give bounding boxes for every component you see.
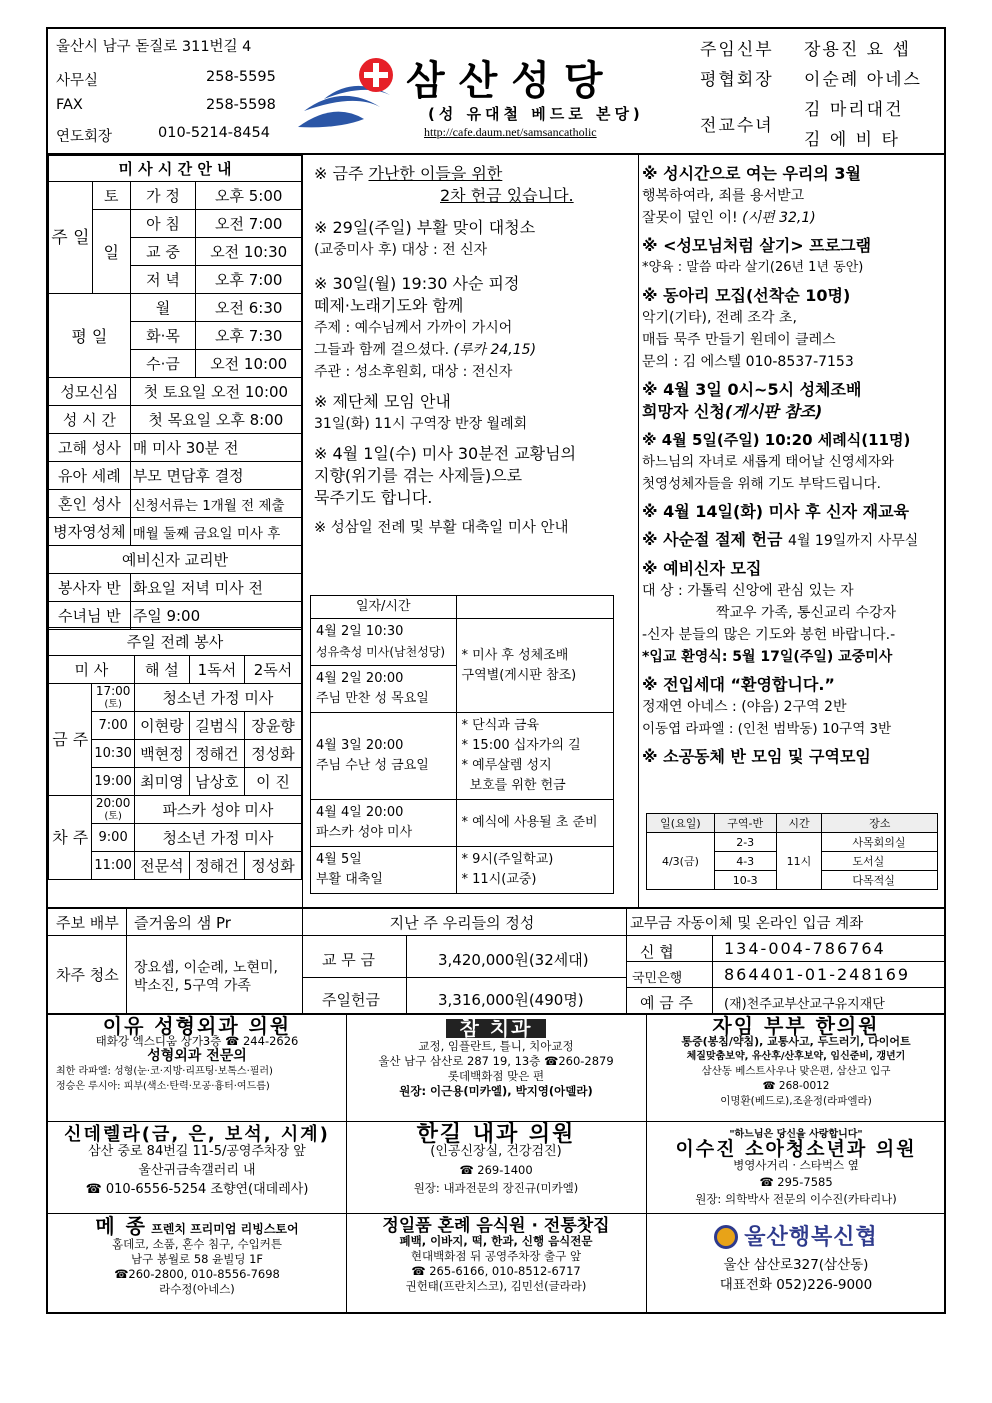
news-r3: ※ 동아리 모집(선착순 10명): [642, 286, 851, 305]
staff-role-1: 주임신부: [700, 40, 774, 60]
sun-day: 일: [92, 210, 130, 294]
news-r5b: 하느님의 자녀로 새롭게 태어날 신영세자와: [642, 454, 894, 470]
meet-header: 구역-반: [714, 814, 776, 833]
news-r4c: (게시판 참조): [724, 402, 823, 421]
ad-line: 정승은 루시아: 피부(색소·탄력·모공·흉터·여드름): [56, 1081, 270, 1092]
liturgy-b: 정해건: [189, 852, 244, 880]
ad-line: 원장: 의학박사 전문의 이수진(카타리나): [695, 1192, 897, 1206]
sched-info: * 예루살렘 성지: [461, 758, 552, 773]
ad-internal-clinic: [348, 1122, 644, 1197]
staff-name-2: 이순례 아네스: [804, 70, 922, 90]
sunday-mass-name: 저 녁: [130, 266, 196, 294]
mass-table-title: 미 사 시 간 안 내: [49, 156, 302, 182]
sat-day: 토: [92, 182, 130, 210]
fax-phone: 258-5598: [206, 97, 276, 113]
sched-name: 성유축성 미사(남천성당): [316, 645, 446, 659]
ad-jewelry: [50, 1124, 344, 1199]
ad-line: 울산 삼산로327(삼산동): [723, 1257, 869, 1273]
ad-line: 현대백화점 뒤 공영주차장 출구 앞: [410, 1249, 582, 1263]
ads-line: [48, 1213, 946, 1214]
ad-oriental-clinic: [648, 1014, 944, 1109]
news-r2b: *양육 : 말씀 따라 살기(26년 1년 동안): [642, 260, 864, 275]
credit-union-logo-icon: [714, 1225, 738, 1249]
parish-logo-icon: [294, 49, 404, 139]
sched-info: * 단식과 금육: [461, 718, 540, 733]
news-r10: ※ 소공동체 반 모임 및 구역모임: [642, 747, 871, 766]
finance-line: [302, 935, 626, 936]
sched-name: 주님 수난 성 금요일: [316, 758, 429, 773]
sunday-mass-time: 오전 10:30: [196, 238, 302, 266]
bulletin-label: 주보 배부: [56, 914, 119, 932]
finance-line: [626, 961, 946, 962]
clean-label: 차주 청소: [56, 966, 119, 984]
liturgy-time-sub: (토): [104, 810, 122, 822]
ad-line: 울산귀금속갤러리 내: [138, 1163, 256, 1178]
meet-zone: 10-3: [714, 871, 776, 890]
news-5c: 묵주기도 합니다.: [314, 488, 433, 507]
ad-title: 이수진 소아청소년과 의원: [675, 1138, 917, 1160]
catechumen-value: 주일 9:00: [130, 602, 301, 630]
offering-title: 지난 주 우리들의 정성: [389, 914, 535, 932]
news-r3c: 매듭 묵주 만들기 원데이 클레스: [642, 332, 836, 348]
ad-line: 울산 남구 삼산로 287 19, 13층 ☎260-2879: [378, 1054, 614, 1068]
weekday-mass-time: 오전 10:00: [196, 350, 302, 378]
news-4b: 31일(화) 11시 구역장 반장 월례회: [314, 416, 528, 432]
news-r5: ※ 4월 5일(주일) 10:20 세례식(11명): [642, 431, 911, 449]
bulletin-value: 즐거움의 샘 Pr: [134, 914, 231, 932]
news-r7: ※ 사순절 절제 헌금: [642, 530, 789, 549]
bulletin-page: [46, 27, 946, 1314]
next-week-label: 차 주: [49, 796, 92, 880]
finance-line: [406, 935, 407, 1013]
parish-subtitle: (성 유대철 베드로 본당): [428, 105, 644, 123]
ad-line: 남구 봉월로 58 윤빌딩 1F: [130, 1252, 264, 1266]
news-r6: ※ 4월 14일(화) 미사 후 신자 재교육: [642, 502, 910, 521]
ad-line: 원장: 이근용(미카엘), 박지영(아델라): [399, 1084, 593, 1098]
finance-line: [712, 935, 713, 1013]
sunday-label: 주 일: [49, 182, 93, 294]
news-1b: 가난한 이들을 위한: [368, 164, 503, 183]
liturgy-header: 해 설: [134, 656, 189, 684]
ads-line: [646, 1013, 647, 1314]
staff-name-3: 김 마리대건: [804, 100, 904, 120]
ad-line: 통증(봉침/약침), 교통사고, 두드러기, 다이어트: [681, 1035, 911, 1048]
clean-value-1: 장요셉, 이순례, 노현미,: [134, 960, 278, 976]
sched-info: * 11시(교중): [461, 872, 537, 887]
ad-line: ☎ 269-1400: [459, 1163, 533, 1177]
sched-info: 보호를 위한 헌금: [469, 778, 566, 793]
liturgy-b: 길범식: [189, 712, 244, 740]
news-r7b: 4월 19일까지 사무실: [788, 533, 919, 549]
sched-date: 4월 3일 20:00: [316, 738, 404, 753]
ad-line: 삼산 중로 84번길 11-5/공영주차장 앞: [88, 1144, 306, 1159]
liturgy-merged: 청소년 가정 미사: [134, 684, 301, 712]
weekday-mass-day: 화·목: [130, 322, 196, 350]
misc-value: 첫 토요일 오전 10:00: [130, 378, 301, 406]
office-label: 사무실: [56, 73, 99, 89]
news-r9b: 정재연 아네스 : (야음) 2구역 2반: [642, 699, 847, 715]
address: 울산시 남구 돋질로 311번길 4: [56, 39, 252, 55]
mass-times-table: [48, 155, 302, 630]
ad-line: 프렌치 프리미엄 리빙스토어: [151, 1222, 299, 1236]
meet-date: 4/3(금): [647, 833, 715, 890]
ad-line: 대표전화 052)226-9000: [719, 1277, 873, 1293]
news-r9: ※ 전입세대 “환영합니다.”: [642, 675, 835, 694]
misc-value: 매 미사 30분 전: [130, 434, 301, 462]
sched-info: 구역별(게시판 참조): [461, 667, 577, 683]
sunday-mass-name: 아 침: [130, 210, 196, 238]
sched-name: 주님 만찬 성 목요일: [316, 691, 429, 706]
liturgy-c: 정성화: [244, 740, 301, 768]
misc-label: 고해 성사: [49, 434, 131, 462]
ad-line: 성형외과 전문의: [147, 1048, 247, 1064]
weekday-mass-day: 월: [130, 294, 196, 322]
sched-name: 파스카 성야 미사: [316, 825, 413, 840]
news-2: ※ 29일(주일) 부활 맞이 대청소: [314, 218, 536, 237]
sched-name: 부활 대축일: [316, 872, 383, 887]
catechumen-label: 봉사자 반: [49, 574, 131, 602]
finance-line: [126, 907, 127, 1013]
liturgy-b: 남상호: [189, 768, 244, 796]
finance-line: [302, 977, 626, 978]
news-r8b: 대 상 : 가톨릭 신앙에 관심 있는 자: [642, 583, 854, 599]
finance-top-divider: [48, 907, 946, 909]
bank-account: 864401-01-248169: [724, 965, 911, 984]
ad-dental: [348, 1016, 644, 1099]
weekday-label: 평 일: [49, 294, 131, 378]
offering-value: 3,420,000원(32세대): [438, 951, 589, 969]
weekday-mass-time: 오후 7:30: [196, 322, 302, 350]
finance-line: [48, 935, 302, 936]
ads-line: [346, 1013, 347, 1314]
sunday-mass-time: 오전 7:00: [196, 210, 302, 238]
liturgy-time: 20:00: [95, 795, 131, 810]
ad-line: 이명환(베드로),조윤정(라파엘라): [720, 1095, 872, 1107]
ad-line: 폐백, 이바지, 떡, 한과, 신행 음식전문: [399, 1234, 593, 1248]
news-1a: ※ 금주: [314, 164, 369, 183]
sunday-mass-name: 교 중: [130, 238, 196, 266]
sched-info: * 15:00 십자가의 길: [461, 738, 581, 753]
ad-line: ☎ 010-6556-5254 조향연(대데레사): [85, 1182, 309, 1197]
sched-date: 4월 5일: [316, 852, 362, 867]
bank-label: 신 협: [640, 943, 674, 961]
ad-line: ☎ 265-6166, 010-8512-6717: [411, 1264, 581, 1278]
this-week-label: 금 주: [49, 684, 92, 796]
cafe-link[interactable]: http://cafe.daum.net/samsancatholic: [424, 125, 597, 139]
ad-line: 삼산동 베스트사우나 맞은편, 삼산고 입구: [701, 1065, 891, 1077]
news-3e: (루카 24,15): [453, 342, 537, 358]
liturgy-a: 백현정: [134, 740, 189, 768]
liturgy-c: 이 진: [244, 768, 301, 796]
ad-title: 참 치과: [446, 1019, 547, 1038]
ad-title: 한길 내과 의원: [416, 1122, 576, 1147]
meet-header: 장소: [822, 814, 938, 833]
sched-date: 4월 2일 20:00: [316, 671, 404, 686]
catechumen-value: 화요일 저녁 미사 전: [130, 574, 301, 602]
news-r8e: *입교 환영식: 5월 17일(주일) 교중미사: [642, 649, 893, 665]
finance-line: [626, 935, 946, 936]
meet-zone: 2-3: [714, 833, 776, 852]
liturgy-b: 정해건: [189, 740, 244, 768]
news-3c: 주제 : 예수님께서 가까이 가시어: [314, 320, 513, 336]
ad-title: 자임 부부 한의원: [712, 1014, 880, 1038]
misc-label: 성모신심: [49, 378, 131, 406]
ad-title: 이유 성형외과 의원: [102, 1014, 292, 1038]
weekday-mass-day: 수·금: [130, 350, 196, 378]
news-r8: ※ 예비신자 모집: [642, 559, 762, 578]
bank-account: 134-004-786764: [724, 939, 886, 958]
news-6: ※ 성삼일 전례 및 부활 대축일 미사 안내: [314, 520, 569, 536]
liturgy-time: 11:00: [92, 852, 134, 880]
liturgy-a: 전문석: [134, 852, 189, 880]
ad-living-store: [50, 1214, 344, 1297]
ad-credit-union: [648, 1225, 944, 1295]
sched-header: [456, 596, 613, 619]
office-phone: 258-5595: [206, 69, 276, 85]
news-3d: 그들과 함께 걸으셨다.: [314, 342, 454, 358]
news-r8c: 짝교우 가족, 통신교리 수강자: [716, 605, 897, 621]
liturgy-title: 주일 전례 봉사: [49, 628, 302, 656]
ad-line: 체질맞춤보약, 유산후/산후보약, 임신준비, 갱년기: [686, 1051, 906, 1062]
news-r9c: 이동엽 라파엘 : (인천 범박동) 10구역 3반: [642, 721, 892, 737]
catechumen-title: 예비신자 교리반: [49, 546, 302, 574]
news-4: ※ 제단체 모임 안내: [314, 392, 451, 411]
ad-line: ☎ 268-0012: [762, 1080, 830, 1092]
misc-value: 신청서류는 1개월 전 제출: [130, 490, 301, 518]
events-label: 연도회장: [56, 129, 113, 145]
ad-title: 정일품 혼례 음식원 · 전통찻집: [382, 1216, 610, 1236]
finance-line: [626, 987, 946, 988]
meet-place: 사목회의실: [822, 833, 938, 852]
ad-line: 롯데백화점 맞은 편: [447, 1069, 545, 1083]
catechumen-label: 수녀님 반: [49, 602, 131, 630]
staff-role-2: 평협회장: [700, 70, 774, 90]
news-3f: 주관 : 성소후원회, 대상 : 전신자: [314, 364, 513, 380]
meet-place: 도서실: [822, 852, 938, 871]
sunday-mass-time: 오후 7:00: [196, 266, 302, 294]
meet-place: 다목적실: [822, 871, 938, 890]
liturgy-merged: 파스카 성야 미사: [134, 796, 301, 824]
sched-info: * 예식에 사용될 초 준비: [461, 815, 598, 830]
sched-info: * 미사 후 성체조배: [461, 647, 569, 663]
misc-label: 병자영성체: [49, 518, 131, 546]
holy-week-schedule: [310, 595, 614, 894]
liturgy-header: 미 사: [49, 656, 135, 684]
liturgy-time: 17:00: [95, 683, 131, 698]
weekday-mass-time: 오전 6:30: [196, 294, 302, 322]
bank-title: 교무금 자동이체 및 온라인 입금 계좌: [630, 916, 864, 932]
news-r4: ※ 4월 3일 0시~5시 성체조배: [642, 380, 862, 399]
ad-line: ☎260-2800, 010-8556-7698: [114, 1267, 280, 1281]
sched-date: 4월 2일 10:30: [316, 624, 404, 639]
meet-time: 11시: [776, 833, 822, 890]
news-r4b: 희망자 신청: [642, 402, 725, 421]
news-r8d: -신자 분들의 많은 기도와 봉헌 바랍니다.-: [642, 627, 896, 643]
ad-title: 울산행복신협: [744, 1224, 878, 1250]
events-phone: 010-5214-8454: [158, 125, 270, 141]
news-right: [642, 163, 944, 768]
ad-pediatrics: [648, 1127, 944, 1208]
liturgy-a: 최미영: [134, 768, 189, 796]
ad-line: 태화강 엑스디움 상가3층 ☎ 244-2626: [95, 1034, 299, 1048]
ad-title: 메 종: [95, 1214, 147, 1238]
news-r3b: 악기(기타), 전례 조각 초,: [642, 310, 797, 326]
liturgy-time: 10:30: [92, 740, 134, 768]
liturgy-header: 1독서: [189, 656, 244, 684]
news-1c: 2차 헌금 있습니다.: [440, 186, 574, 205]
clean-value-2: 박소진, 5구역 가족: [134, 978, 251, 994]
misc-value: 부모 면담후 결정: [130, 462, 301, 490]
ad-line: 홈데코, 소품, 혼수 침구, 수입커튼: [111, 1237, 282, 1251]
ad-wedding-food: [348, 1216, 644, 1294]
staff-name-1: 장용진 요 셉: [804, 40, 911, 60]
ad-line: 최한 라파엘: 성형(눈·코·지방·리프팅·보톡스·필러): [56, 1066, 273, 1077]
news-r1c: 잘못이 덮인 이!: [642, 210, 743, 226]
col-divider-2: [638, 153, 639, 907]
bank-label: 예 금 주: [640, 994, 694, 1012]
liturgy-c: 정성화: [244, 852, 301, 880]
misc-label: 혼인 성사: [49, 490, 131, 518]
sched-info: * 9시(주일학교): [461, 852, 554, 867]
ad-line: 라수정(아네스): [159, 1282, 235, 1296]
news-r5c: 첫영성체자들을 위해 기도 부탁드립니다.: [642, 476, 881, 492]
offering-label: 교 무 금: [322, 951, 376, 969]
misc-value: 매월 둘째 금요일 미사 후: [130, 518, 301, 546]
sunday-mass-time: 오후 5:00: [196, 182, 302, 210]
ad-line: (인공신장실, 건강검진): [430, 1144, 562, 1159]
news-5: ※ 4월 1일(수) 미사 30분전 교황님의: [314, 444, 577, 463]
meet-zone: 4-3: [714, 852, 776, 871]
news-middle: [314, 163, 632, 539]
liturgy-table: [48, 627, 302, 880]
offering-value: 3,316,000원(490명): [438, 991, 584, 1009]
misc-label: 유아 세례: [49, 462, 131, 490]
liturgy-a: 이현랑: [134, 712, 189, 740]
col-divider-1: [302, 153, 303, 907]
news-r1: ※ 성시간으로 여는 우리의 3월: [642, 164, 861, 183]
ad-line: 병영사거리 · 스타벅스 옆: [733, 1158, 859, 1172]
liturgy-merged: 청소년 가정 미사: [134, 824, 301, 852]
bank-label: 국민은행: [632, 971, 683, 986]
liturgy-time: 9:00: [92, 824, 134, 852]
ad-line: 권헌태(프란치스코), 김민선(글라라): [405, 1279, 587, 1293]
parish-title: 삼산성당: [406, 58, 617, 104]
news-r1b: 행복하여라, 죄를 용서받고: [642, 188, 805, 204]
news-3b: 떼제·노래기도와 함께: [314, 296, 464, 315]
news-r1d: (시편 32,1): [742, 210, 816, 226]
liturgy-time: 7:00: [92, 712, 134, 740]
news-r2: ※ <성모님처럼 살기> 프로그램: [642, 236, 872, 255]
news-3: ※ 30일(월) 19:30 사순 피정: [314, 274, 520, 293]
ad-line: 원장: 내과전문의 장진규(미카엘): [413, 1181, 579, 1195]
small-community-table: [646, 813, 938, 890]
bank-holder: (재)천주교부산교구유지재단: [724, 997, 885, 1012]
liturgy-time-sub: (토): [104, 698, 122, 710]
ad-line: ☎ 295-7585: [759, 1175, 833, 1189]
ad-line: "하느님은 당신을 사랑합니다": [729, 1129, 863, 1140]
sched-header: 일자/시간: [311, 596, 457, 619]
meet-header: 일(요일): [647, 814, 715, 833]
misc-value: 첫 목요일 오후 8:00: [130, 406, 301, 434]
liturgy-header: 2독서: [244, 656, 301, 684]
meet-header: 시간: [776, 814, 822, 833]
sched-date: 4월 4일 20:00: [316, 805, 404, 820]
finance-line: [626, 907, 627, 1013]
sunday-mass-name: 가 정: [130, 182, 196, 210]
liturgy-c: 장윤향: [244, 712, 301, 740]
news-5b: 지향(위기를 겪는 사제들)으로: [314, 466, 523, 485]
liturgy-time: 19:00: [92, 768, 134, 796]
fax-label: FAX: [56, 97, 83, 113]
news-2b: (교중미사 후) 대상 : 전 신자: [314, 242, 488, 258]
offering-label: 주일헌금: [322, 991, 380, 1009]
news-r3d: 문의 : 김 에스텔 010-8537-7153: [642, 354, 854, 370]
staff-name-4: 김 에 비 타: [804, 130, 900, 150]
ad-title: 신데렐라(금, 은, 보석, 시계): [64, 1124, 330, 1145]
ad-clinic-1: [50, 1014, 344, 1094]
misc-label: 성 시 간: [49, 406, 131, 434]
ad-line: 교정, 임플란트, 틀니, 치아교정: [418, 1039, 574, 1053]
staff-role-3: 전교수녀: [700, 116, 774, 136]
